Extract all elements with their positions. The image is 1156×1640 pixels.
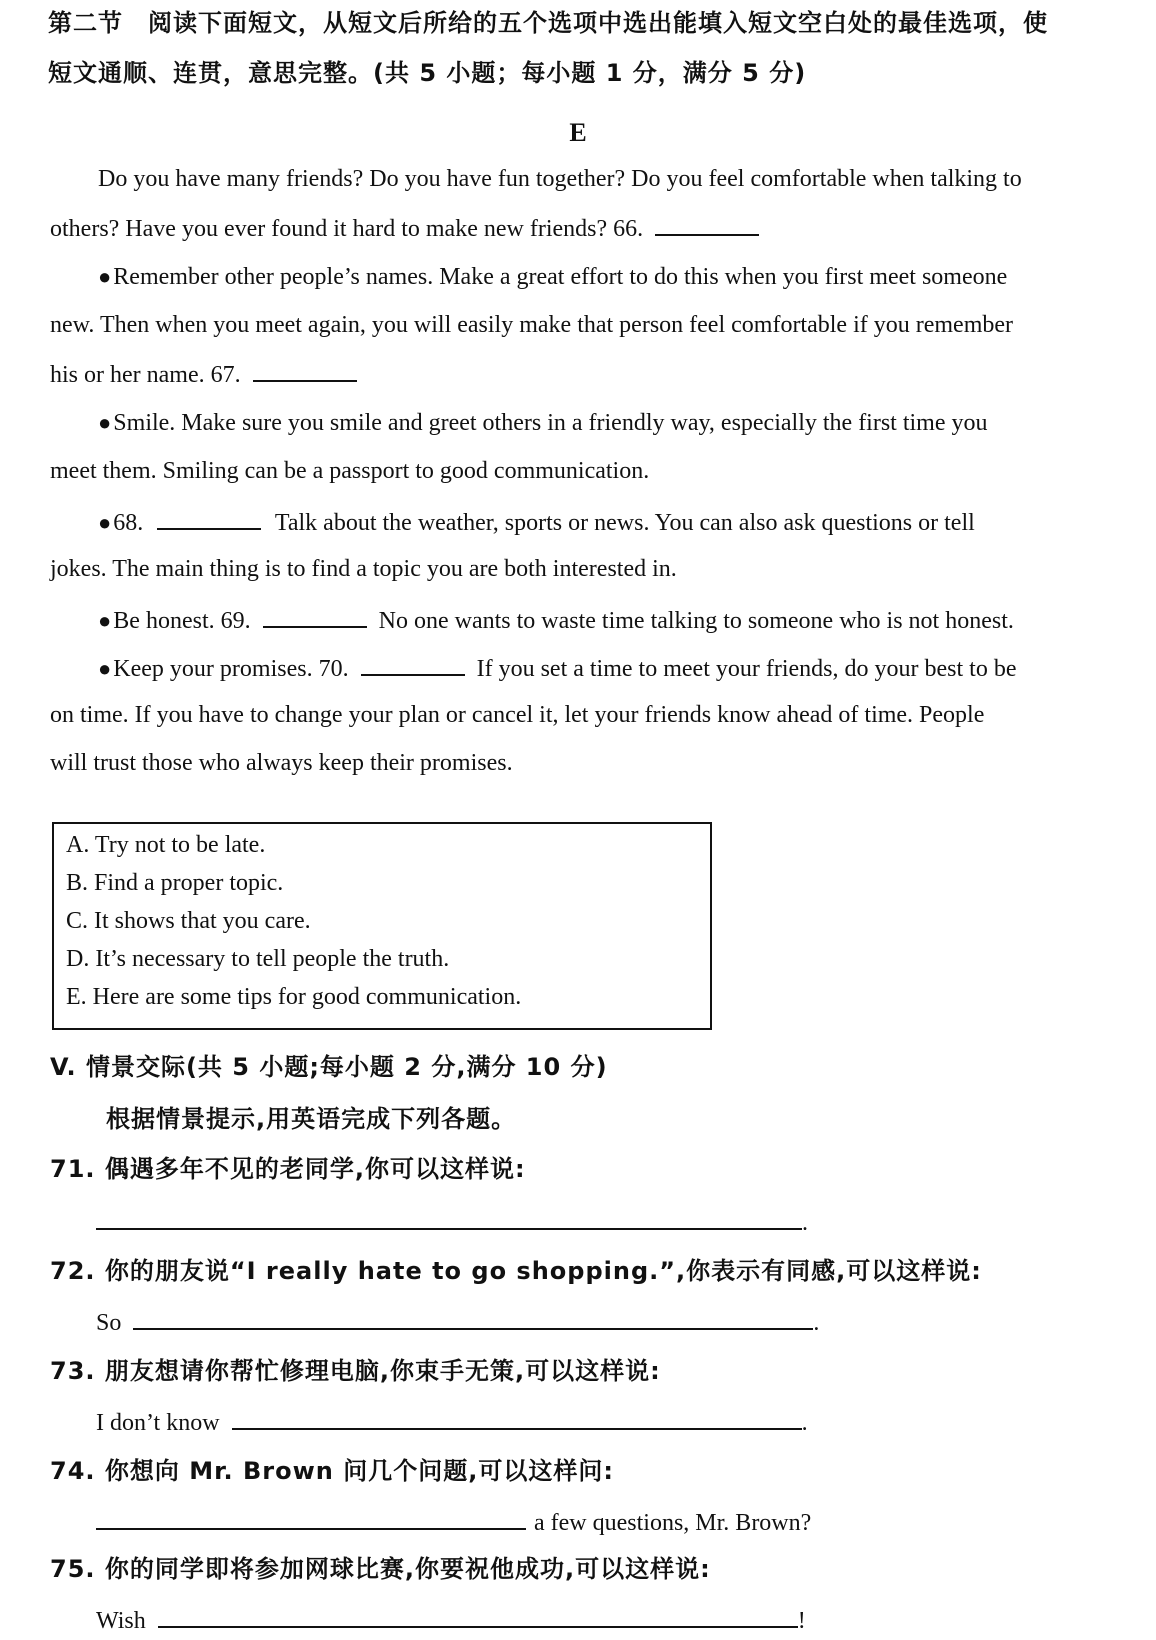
question-75: 75. 你的同学即将参加网球比赛,你要祝他成功,可以这样说: (50, 1555, 711, 1583)
passage-p5-text: Be honest. 69. (113, 608, 251, 634)
passage-p1-text: others? Have you ever found it hard to make new friends? 66. (50, 216, 644, 242)
answer-75-line (96, 1604, 806, 1636)
blank-66[interactable] (655, 212, 759, 236)
passage-label: E (569, 118, 587, 147)
option-a: A. Try not to be late. (66, 832, 266, 858)
passage-p2-end: his or her name. 67. (50, 362, 241, 388)
bullet-icon: ● (98, 656, 112, 681)
answer-73-line (96, 1406, 808, 1438)
passage-p1-line2 (50, 212, 759, 244)
answer-72-blank[interactable] (133, 1306, 813, 1330)
part5-heading: V. 情景交际(共 5 小题;每小题 2 分,满分 10 分) (50, 1053, 608, 1081)
answer-71-period: . (802, 1210, 808, 1236)
answer-74-suffix: a few questions, Mr. Brown? (534, 1510, 812, 1536)
question-71: 71. 偶遇多年不见的老同学,你可以这样说: (50, 1155, 526, 1183)
passage-p6-line3: will trust those who always keep their promises. (50, 750, 513, 776)
passage-p4-text: Talk about the weather, sports or news. You can also ask questions or tell (274, 510, 975, 536)
section-instruction-line1: 第二节 阅读下面短文，从短文后所给的五个选项中选出能填入短文空白处的最佳选项，使 (48, 9, 1048, 37)
answer-74-line (96, 1506, 811, 1538)
passage-p2-text: Remember other people’s names. Make a great effort to do this when you first meet someone (113, 264, 1008, 290)
passage-p6-line1 (98, 652, 1016, 684)
passage-p2-line1 (98, 262, 1007, 292)
answer-73-period: . (801, 1410, 808, 1436)
passage-p3-text: Smile. Make sure you smile and greet others in a friendly way, especially the first time you (113, 410, 988, 436)
answer-72-prefix: So (96, 1310, 122, 1336)
answer-75-prefix: Wish (96, 1608, 146, 1634)
answer-73-blank[interactable] (232, 1406, 802, 1430)
blank-68[interactable] (157, 506, 261, 530)
passage-p6-text: Keep your promises. 70. (113, 656, 349, 682)
question-72: 72. 你的朋友说“I really hate to go shopping.”,你表示有同感,可以这样说: (50, 1257, 982, 1285)
answer-72-period: . (813, 1310, 820, 1336)
answer-75-excl: ! (797, 1608, 806, 1634)
passage-p6-rest: If you set a time to meet your friends, do your best to be (476, 656, 1017, 682)
section-instruction-line2: 短文通顺、连贯，意思完整。(共 5 小题；每小题 1 分，满分 5 分) (48, 59, 807, 87)
passage-p5-rest: No one wants to waste time talking to someone who is not honest. (378, 608, 1014, 634)
passage-p1-line1: Do you have many friends? Do you have fun together? Do you feel comfortable when talking to (98, 166, 1022, 192)
passage-p5-line1 (98, 604, 1014, 636)
passage-p2-line2: new. Then when you meet again, you will easily make that person feel comfortable if you remember (50, 312, 1014, 338)
answer-71-line (96, 1206, 808, 1238)
option-e: E. Here are some tips for good communication. (66, 984, 522, 1010)
bullet-icon: ● (98, 264, 112, 289)
blank-70[interactable] (361, 652, 465, 676)
passage-p2-line3 (50, 358, 357, 390)
option-d: D. It’s necessary to tell people the truth. (66, 946, 450, 972)
bullet-icon: ● (98, 608, 112, 633)
passage-p6-line2: on time. If you have to change your plan or cancel it, let your friends know ahead of time. People (50, 702, 985, 728)
options-box (52, 822, 712, 1030)
passage-p4-line1 (98, 506, 975, 538)
bullet-icon: ● (98, 510, 112, 535)
option-b: B. Find a proper topic. (66, 870, 284, 896)
passage-p3-line1 (98, 408, 988, 438)
question-number-68: 68. (113, 510, 144, 536)
blank-69[interactable] (263, 604, 367, 628)
answer-71-blank[interactable] (96, 1206, 802, 1230)
option-c: C. It shows that you care. (66, 908, 311, 934)
answer-72-line (96, 1306, 819, 1338)
passage-p3-line2: meet them. Smiling can be a passport to good communication. (50, 458, 650, 484)
question-74: 74. 你想向 Mr. Brown 问几个问题,可以这样问: (50, 1457, 614, 1485)
passage-p4-line2: jokes. The main thing is to find a topic you are both interested in. (50, 556, 677, 582)
answer-73-prefix: I don’t know (96, 1410, 220, 1436)
blank-67[interactable] (253, 358, 357, 382)
part5-instruction: 根据情景提示,用英语完成下列各题。 (106, 1105, 517, 1133)
bullet-icon: ● (98, 410, 112, 435)
answer-75-blank[interactable] (158, 1604, 798, 1628)
answer-74-blank[interactable] (96, 1506, 526, 1530)
question-73: 73. 朋友想请你帮忙修理电脑,你束手无策,可以这样说: (50, 1357, 661, 1385)
